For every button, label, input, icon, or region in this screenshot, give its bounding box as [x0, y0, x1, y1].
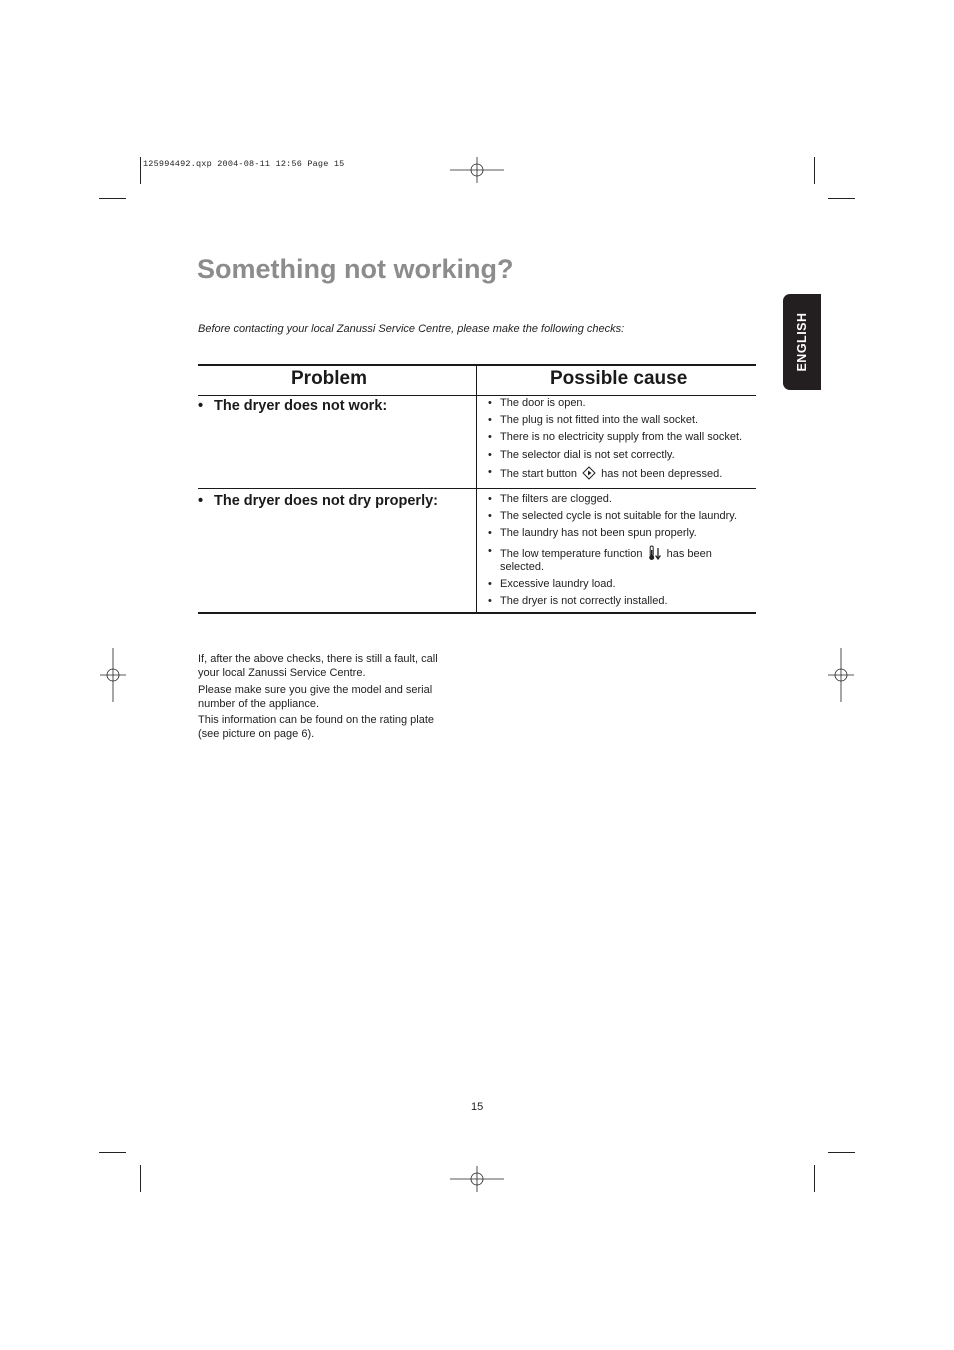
- list-item: • There is no electricity supply from the wall socket.: [488, 431, 742, 444]
- list-item: • Excessive laundry load.: [488, 578, 737, 591]
- intro-text: Before contacting your local Zanussi Service Centre, please make the following checks:: [198, 323, 625, 335]
- header-possible-cause: Possible cause: [550, 368, 688, 389]
- list-item: • The selected cycle is not suitable for the laundry.: [488, 510, 737, 523]
- list-item: • The door is open.: [488, 397, 742, 410]
- problem-label: • The dryer does not work:: [198, 398, 388, 414]
- list-item: • The selector dial is not set correctly.: [488, 449, 742, 462]
- problem-label: • The dryer does not dry properly:: [198, 493, 438, 509]
- list-item: • The start button has not been depressed.: [488, 466, 742, 481]
- footer-paragraph: If, after the above checks, there is still a fault, call your local Zanussi Service Centre.: [198, 653, 438, 679]
- low-temperature-icon: [648, 545, 662, 561]
- start-button-icon: [582, 466, 596, 480]
- cause-list: [488, 397, 742, 485]
- page-title: Something not working?: [197, 254, 514, 284]
- list-item: • The low temperature function has been selected.: [488, 545, 737, 574]
- list-item: • The plug is not fitted into the wall socket.: [488, 414, 742, 427]
- footer-paragraph: This information can be found on the rating plate (see picture on page 6).: [198, 714, 435, 740]
- header-problem: Problem: [291, 368, 368, 389]
- list-item: • The filters are clogged.: [488, 493, 737, 506]
- list-item: • The laundry has not been spun properly.: [488, 527, 737, 540]
- print-slug: 125994492.qxp 2004-08-11 12:56 Page 15: [143, 159, 345, 169]
- footer-paragraph: Please make sure you give the model and serial number of the appliance.: [198, 684, 433, 710]
- page-number: 15: [471, 1101, 484, 1113]
- list-item: • The dryer is not correctly installed.: [488, 595, 737, 608]
- cause-list: [488, 493, 737, 612]
- language-tab: [783, 294, 821, 390]
- language-tab-label: ENGLISH: [795, 312, 809, 372]
